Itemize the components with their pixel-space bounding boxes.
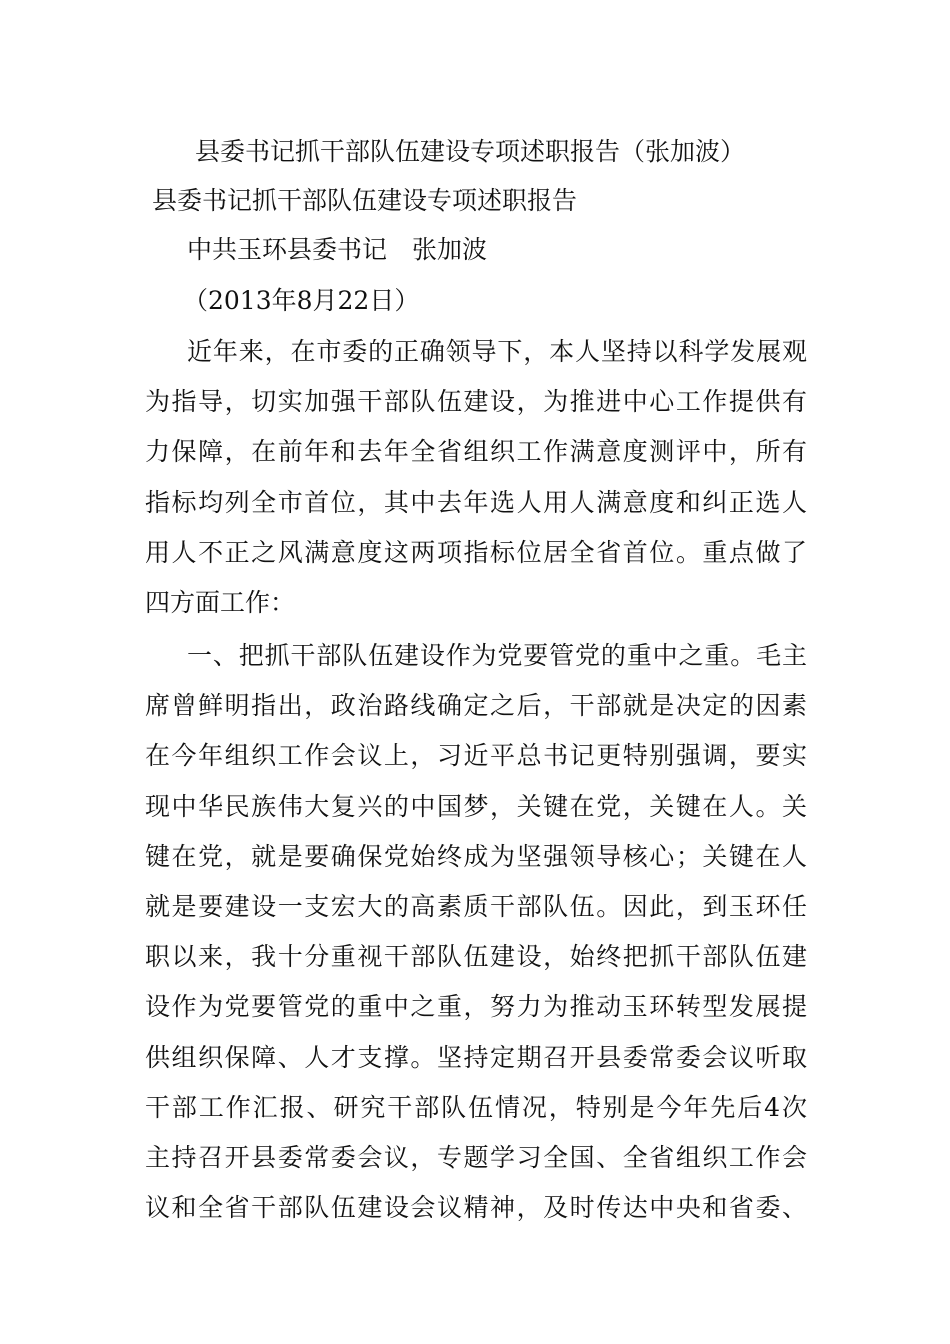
document-subtitle: 县委书记抓干部队伍建设专项述职报告 bbox=[152, 186, 578, 215]
text-line: 近年来，在市委的正确领导下，本人坚持以科学发展观 bbox=[187, 337, 807, 366]
text-line: 为指导，切实加强干部队伍建设，为推进中心工作提供有 bbox=[145, 387, 807, 417]
document-author: 中共玉环县委书记 张加波 bbox=[187, 235, 488, 264]
text-line: 议和全省干部队伍建设会议精神，及时传达中央和省委、 bbox=[145, 1193, 807, 1223]
text-line: 主持召开县委常委会议，专题学习全国、全省组织工作会 bbox=[145, 1143, 807, 1172]
text-line: 键在党，就是要确保党始终成为坚强领导核心；关键在人 bbox=[145, 841, 807, 871]
document-title: 县委书记抓干部队伍建设专项述职报告（张加波） bbox=[195, 137, 746, 166]
text-line: 四方面工作： bbox=[145, 588, 296, 617]
text-line: 职以来，我十分重视干部队伍建设，始终把抓干部队伍建 bbox=[145, 942, 807, 972]
text-line: 席曾鲜明指出，政治路线确定之后，干部就是决定的因素 bbox=[145, 691, 807, 721]
document-date: （2013年8月22日） bbox=[183, 286, 420, 315]
text-line: 指标均列全市首位，其中去年选人用人满意度和纠正选人 bbox=[145, 487, 807, 517]
text-line: 用人不正之风满意度这两项指标位居全省首位。重点做了 bbox=[145, 537, 807, 567]
text-line: 干部工作汇报、研究干部队伍情况，特别是今年先后4次 bbox=[145, 1092, 807, 1122]
text-line: 就是要建设一支宏大的高素质干部队伍。因此，到玉环任 bbox=[145, 892, 807, 921]
text-line: 现中华民族伟大复兴的中国梦，关键在党，关键在人。关 bbox=[145, 791, 807, 821]
text-line: 力保障，在前年和去年全省组织工作满意度测评中，所有 bbox=[145, 437, 807, 467]
text-line: 一、把抓干部队伍建设作为党要管党的重中之重。毛主 bbox=[187, 641, 807, 670]
text-line: 设作为党要管党的重中之重，努力为推动玉环转型发展提 bbox=[145, 992, 807, 1022]
text-line: 供组织保障、人才支撑。坚持定期召开县委常委会议听取 bbox=[145, 1042, 807, 1072]
text-line: 在今年组织工作会议上，习近平总书记更特别强调，要实 bbox=[145, 741, 807, 771]
